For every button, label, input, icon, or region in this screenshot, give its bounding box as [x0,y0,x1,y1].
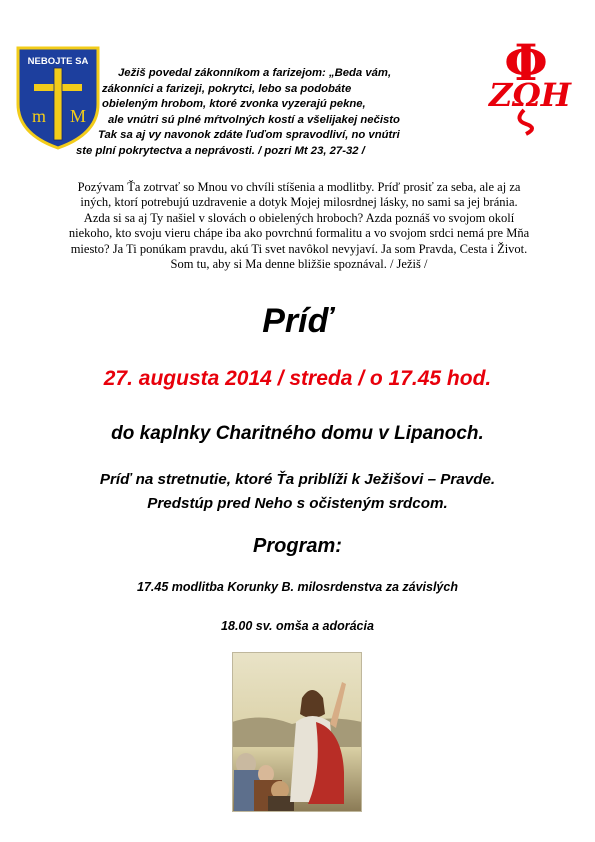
invitation-line: iných, ktorí potrebujú uzdravenie a dotyk Mojej milosrdnej lásky, no sami sa jej bránia. [80,195,518,210]
quote-line: obieleným hrobom, ktoré zvonka vyzerajú pekne, [102,98,366,110]
quote-line: Ježiš povedal zákonníkom a farizejom: „Beda vám, [118,67,392,79]
shield-letter-m: m [31,106,47,126]
quote-line: Tak sa aj vy navonok zdáte ľuďom spravodliví, no vnútri [98,129,400,141]
invitation-paragraph [60,180,538,272]
program-heading: Program: [253,535,342,557]
zoe-text: ΖΩΗ [488,76,572,114]
zoe-phi-symbol: Φ [504,33,548,92]
nebojte-sa-shield-logo [14,42,102,152]
invitation-line: Som tu, aby si Ma denne bližšie spoznával. / Ježiš / [170,257,428,272]
come-line-1: Príď na stretnutie, ktoré Ťa priblíži k Ježišovi – Pravde. [99,471,496,488]
invitation-line: miesto? Ja Ti ponúkam pravdu, akú Ti svet navôkol nevyjaví. Ja som Pravda, Cesta i Život. [70,241,528,256]
program-item: 17.45 modlitba Korunky B. milosrdenstva za závislých [137,580,458,594]
jesus-teaching-painting [232,652,362,812]
quote-line: ste plní pokrytectva a neprávosti. / pozri Mt 23, 27-32 / [76,144,365,157]
shield-letter-M: M [69,106,87,126]
phi-zoe-logo [474,28,586,138]
invitation-line: Azda si sa aj Ty našiel v slovách o obielených hroboch? Azda poznáš vo svojom okolí [83,210,515,225]
shield-text: NEBOJTE SA [27,56,89,67]
come-invitation [0,468,595,516]
scripture-quote [76,66,476,159]
quote-line: zákonníci a farizeji, pokrytci, lebo sa podobáte [102,82,352,95]
program-item: 18.00 sv. omša a adorácia [221,619,374,633]
event-date: 27. augusta 2014 / streda / o 17.45 hod. [103,367,492,390]
invitation-line: Pozývam Ťa zotrvať so Mnou vo chvíli stíšenia a modlitby. Príď prosiť za seba, ale aj za [77,180,521,194]
quote-line: ale vnútri sú plné mŕtvolných kostí a všelijakej nečisto [108,113,400,126]
come-line-2: Predstúp pred Neho s očisteným srdcom. [147,495,448,512]
invitation-line: niekoho, kto svoju vieru chápe iba ako povrchnú formalitu a vo svojom srdci nemá pre Mňa [68,226,530,241]
event-place: do kaplnky Charitného domu v Lipanoch. [111,423,484,444]
page-title: Príď [262,302,333,340]
